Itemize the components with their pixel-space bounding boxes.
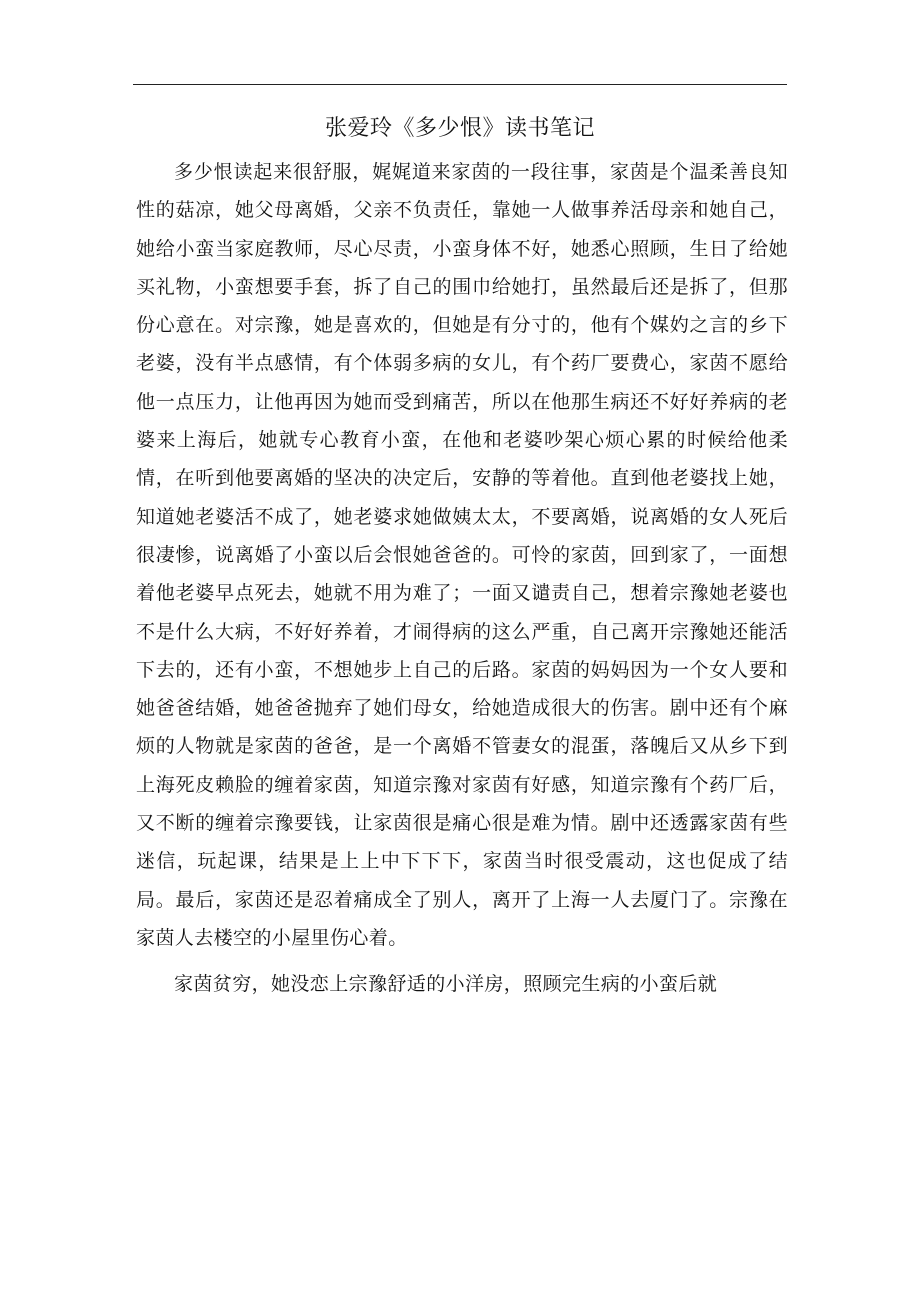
header-rule	[133, 84, 787, 85]
document-body	[136, 153, 788, 1004]
body-paragraph-2: 家茵贫穷，她没恋上宗豫舒适的小洋房，照顾完生病的小蛮后就	[174, 973, 718, 996]
body-paragraph-1: 多少恨读起来很舒服，娓娓道来家茵的一段往事，家茵是个温柔善良知性的菇凉，她父母离婚，父亲不负责任，靠她一人做事养活母亲和她自己，她给小蛮当家庭教师，尽心尽责，小蛮身体不好，她悉心照顾，生日了给她买礼物，小蛮想要手套，拆了自己的围巾给她打，虽然最后还是拆了，但那份心意在。对宗豫，她是喜欢的，但她是有分寸的，他有个媒妁之言的乡下老婆，没有半点感情，有个体弱多病的女儿，有个药厂要费心，家茵不愿给他一点压力，让他再因为她而受到痛苦，所以在他那生病还不好好养病的老婆来上海后，她就专心教育小蛮，在他和老婆吵架心烦心累的时候给他柔情，在听到他要离婚的坚决的决定后，安静的等着他。直到他老婆找上她，知道她老婆活不成了，她老婆求她做姨太太，不要离婚，说离婚的女人死后很凄惨，说离婚了小蛮以后会恨她爸爸的。可怜的家茵，回到家了，一面想着他老婆早点死去，她就不用为难了；一面又谴责自己，想着宗豫她老婆也不是什么大病，不好好养着，才闹得病的这么严重，自己离开宗豫她还能活下去的，还有小蛮，不想她步上自己的后路。家茵的妈妈因为一个女人要和她爸爸结婚，她爸爸抛弃了她们母女，给她造成很大的伤害。剧中还有个麻烦的人物就是家茵的爸爸，是一个离婚不管妻女的混蛋，落魄后又从乡下到上海死皮赖脸的缠着家茵，知道宗豫对家茵有好感，知道宗豫有个药厂后，又不断的缠着宗豫要钱，让家茵很是痛心很是难为情。剧中还透露家茵有些迷信，玩起课，结果是上上中下下下，家茵当时很受震动，这也促成了结局。最后，家茵还是忍着痛成全了别人，离开了上海一人去厦门了。宗豫在家茵人去楼空的小屋里伤心着。	[136, 161, 788, 949]
document-title: 张爱玲《多少恨》读书笔记	[324, 116, 595, 141]
